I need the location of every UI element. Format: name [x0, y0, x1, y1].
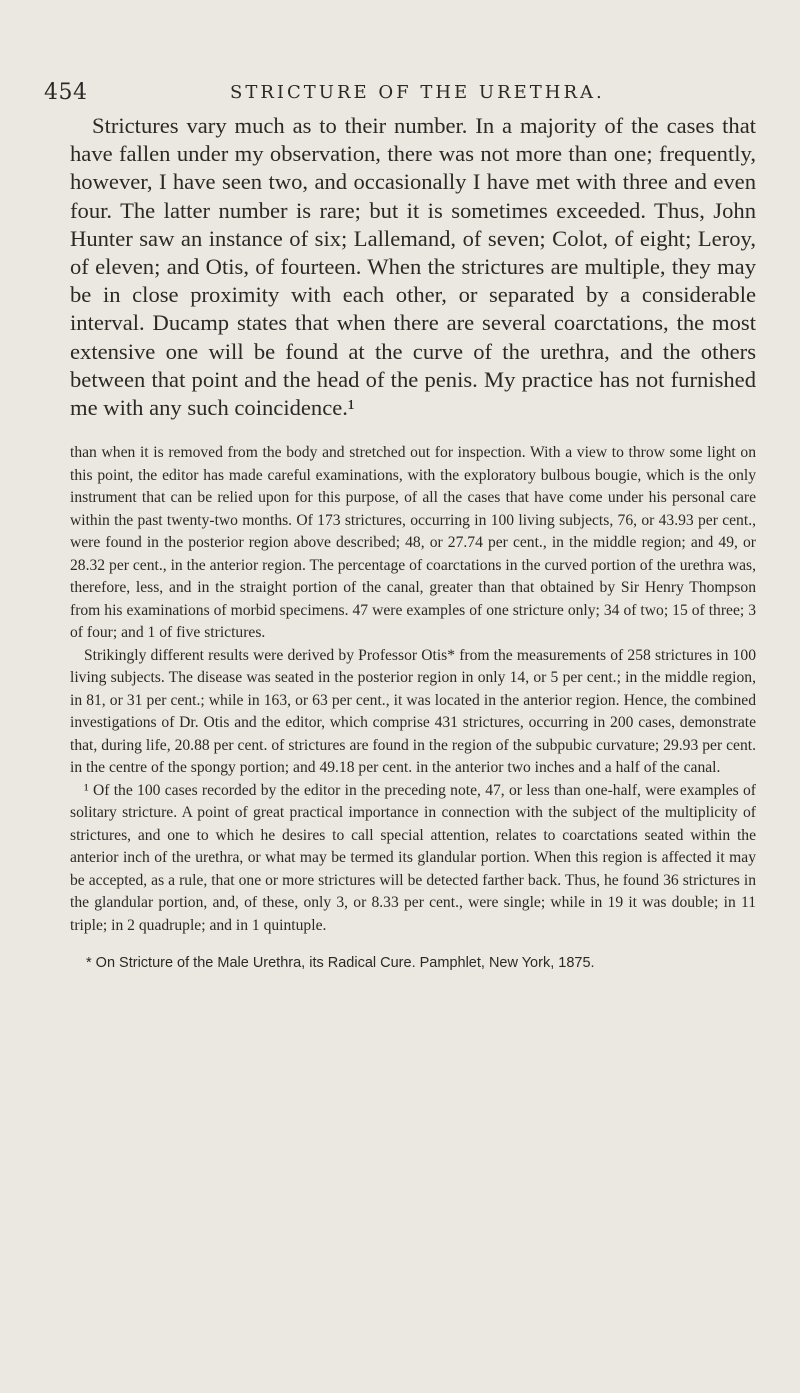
- main-paragraph: Strictures vary much as to their number. In a majority of the cases that have fallen under my observation, there was not more than one; frequently, however, I have seen two, and occasionally I have met with three and even four. The latter number is rare; but it is sometimes exceeded. Thus, John Hunter saw an instance of six; Lallemand, of seven; Colot, of eight; Leroy, of eleven; and Otis, of fourteen. When the strictures are multiple, they may be in close proximity with each other, or separated by a considerable interval. Ducamp states that when there are several coarctations, the most extensive one will be found at the curve of the urethra, and the others between that point and the head of the penis. My practice has not furnished me with any such coincidence.¹: [70, 113, 756, 421]
- page-number: 454: [44, 80, 88, 105]
- note-continuation: than when it is removed from the body and stretched out for inspection. With a view to throw some light on this point, the editor has made careful examinations, with the exploratory bulbous bougie, which is the only instrument that can be relied upon for this purpose, of all the cases that have come under his personal care within the past twenty-two months. Of 173 strictures, occurring in 100 living subjects, 76, or 43.93 per cent., were found in the posterior region above described; 48, or 27.74 per cent., in the middle region; and 49, or 28.32 per cent., in the anterior region. The percentage of coarctations in the curved portion of the urethra was, therefore, less, and in the straight portion of the canal, greater than that obtained by Sir Henry Thompson from his examinations of morbid specimens. 47 were examples of one stricture only; 34 of two; 15 of three; 3 of four; and 1 of five strictures.: [70, 444, 756, 642]
- footnote-1: ¹ Of the 100 cases recorded by the editor in the preceding note, 47, or less than one-half, were examples of solitary stricture. A point of great practical importance in connection with the subject of the multiplicity of strictures, and one to which he desires to call special attention, relates to coarctations seated within the anterior inch of the urethra, or what may be termed its glandular portion. When this region is affected it may be accepted, as a rule, that one or more strictures will be detected farther back. Thus, he found 36 strictures in the glandular portion, and, of these, only 3, or 8.33 per cent., were single; while in 19 it was double; in 11 triple; in 2 quadruple; and in 1 quintuple.: [70, 781, 756, 934]
- running-head: STRICTURE OF THE URETHRA.: [230, 82, 605, 103]
- notes-section: [70, 442, 756, 937]
- note-otis-results: Strikingly different results were derived by Professor Otis* from the measurements of 258 strictures in 100 living subjects. The disease was seated in the posterior region in only 14, or 5 per cent.; in the middle region, in 81, or 31 per cent.; while in 163, or 63 per cent., it was located in the anterior region. Hence, the combined investigations of Dr. Otis and the editor, which comprise 431 strictures, occurring in 200 cases, demonstrate that, during life, 20.88 per cent. of strictures are found in the region of the subpubic curvature; 29.93 per cent. in the centre of the spongy portion; and 49.18 per cent. in the anterior two inches and a half of the canal.: [70, 646, 756, 777]
- reference-footnote: * On Stricture of the Male Urethra, its Radical Cure. Pamphlet, New York, 1875.: [86, 955, 595, 972]
- page-header: [44, 62, 756, 105]
